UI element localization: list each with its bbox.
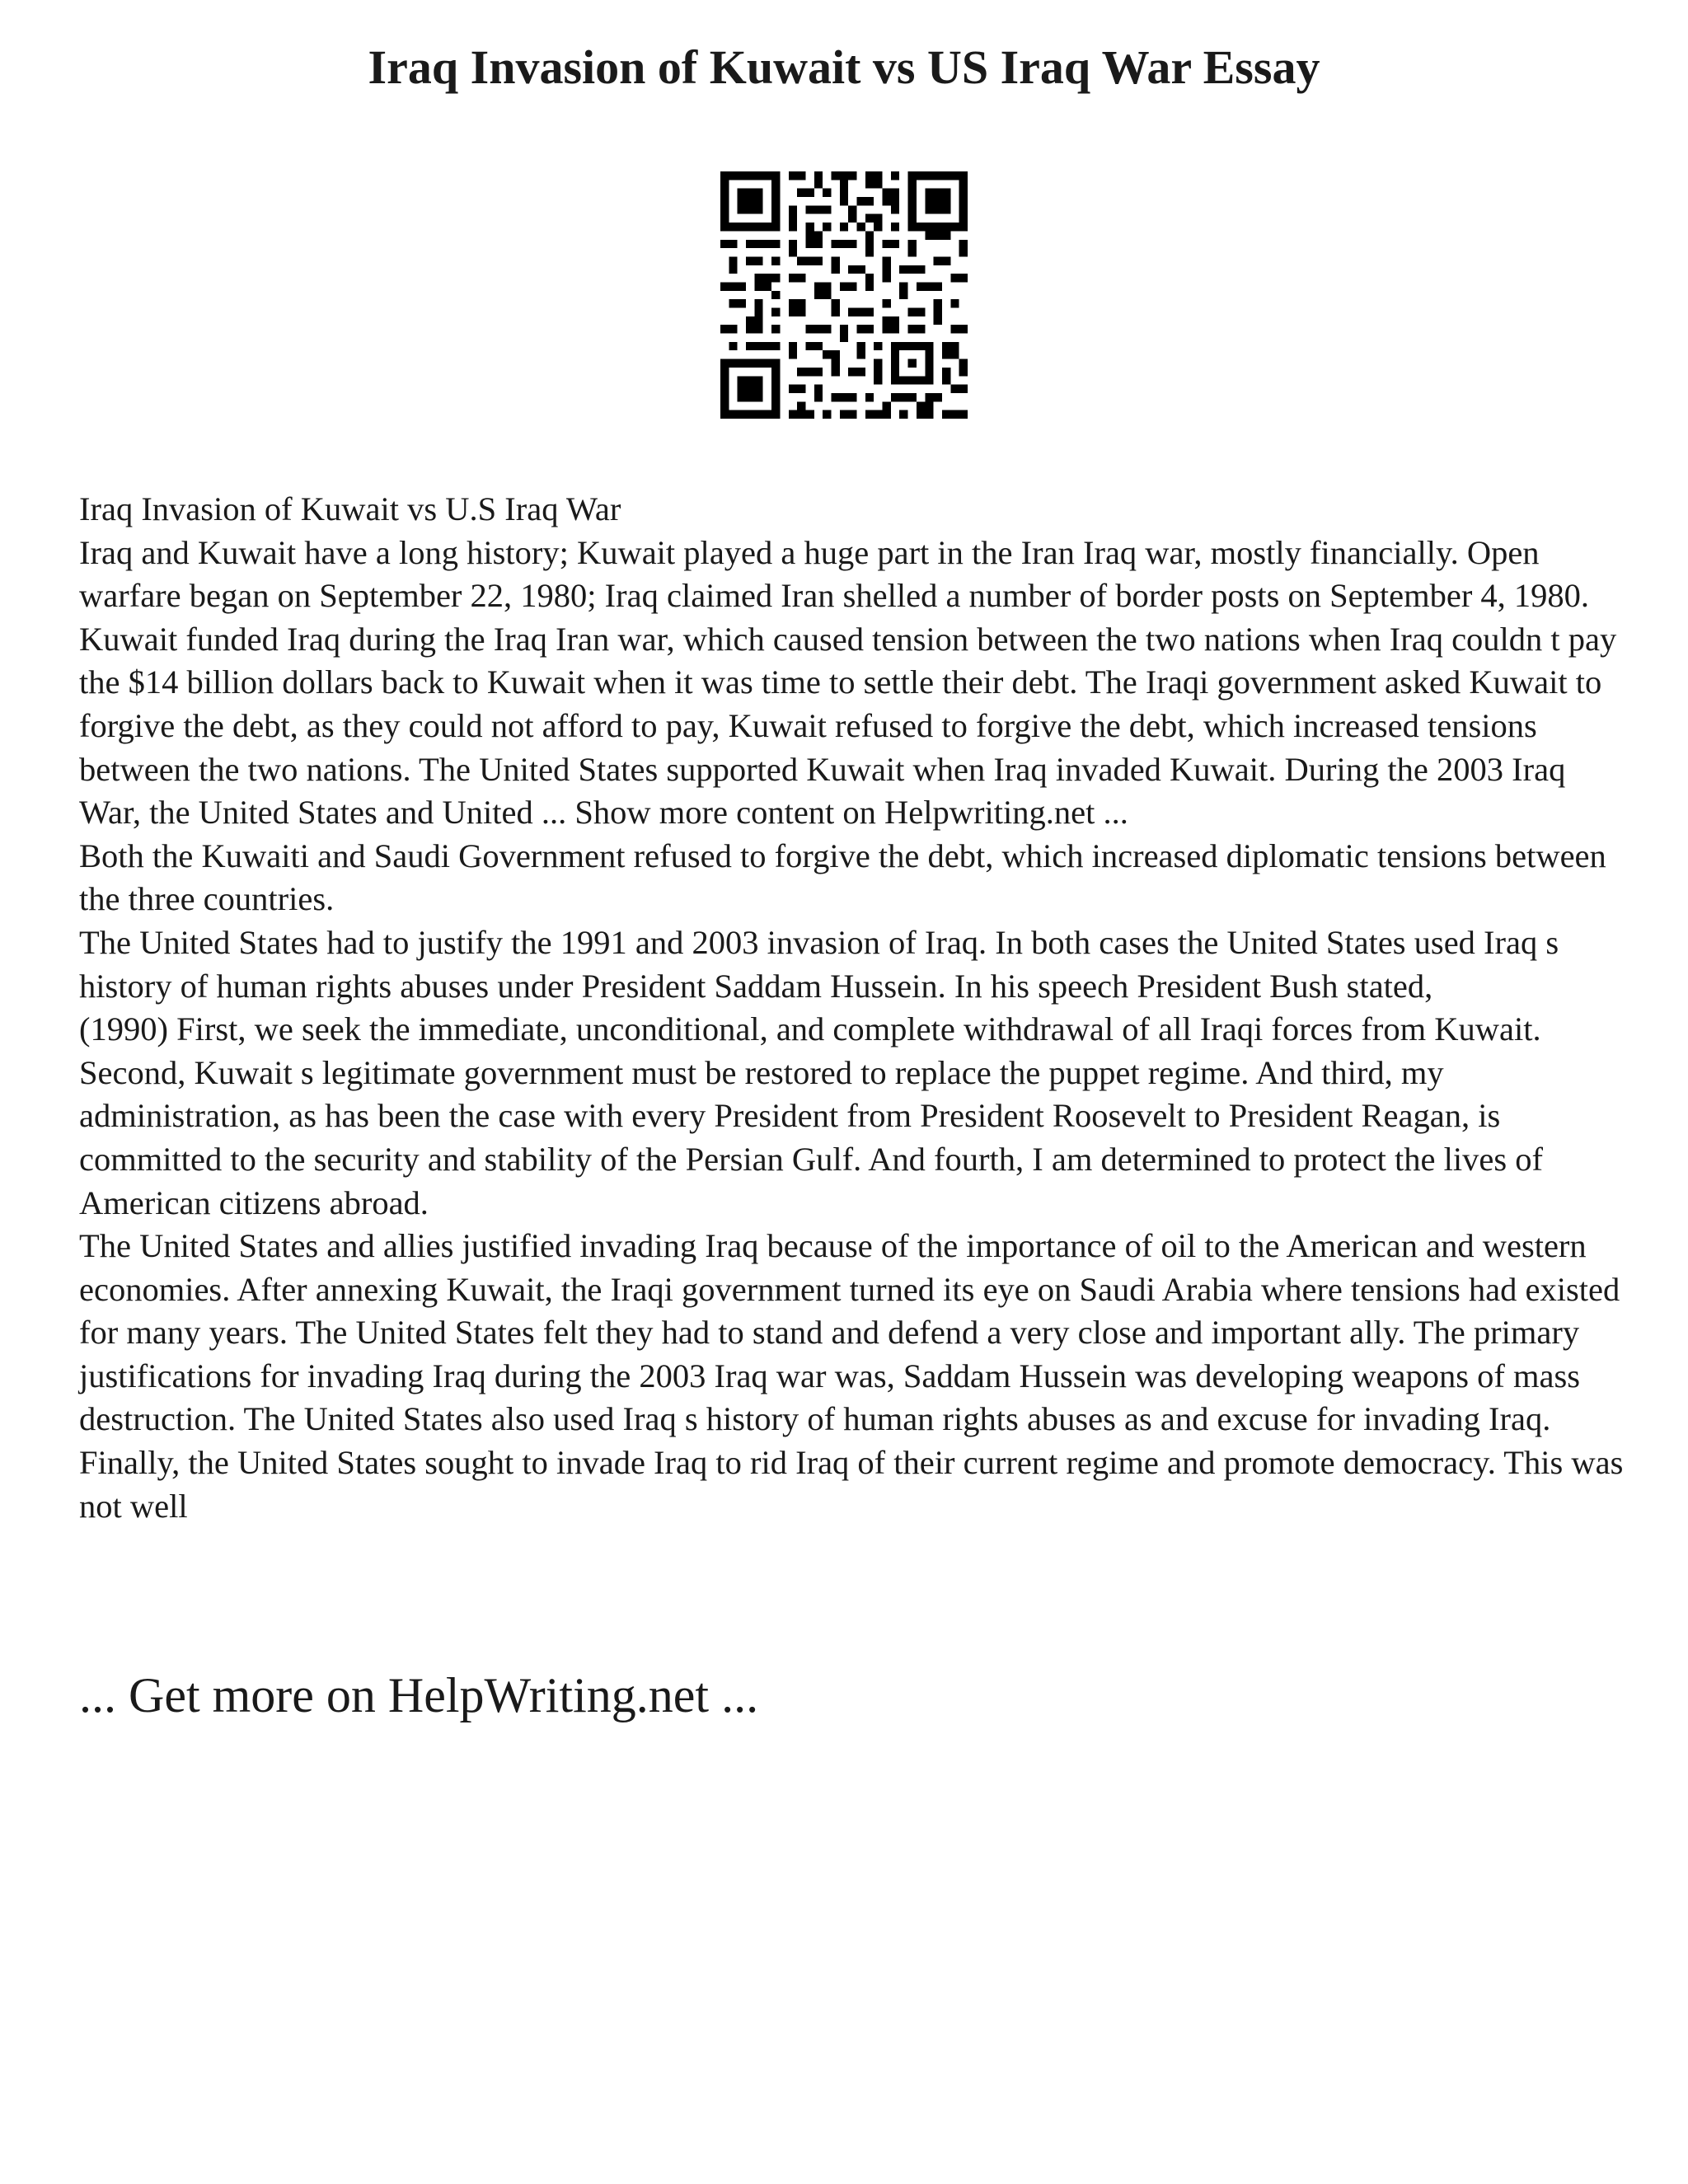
essay-paragraph: Both the Kuwaiti and Saudi Government refused to forgive the debt, which increased diplomatic tensions between the three countries. [79, 837, 1606, 918]
essay-paragraph: (1990) First, we seek the immediate, unconditional, and complete withdrawal of all Iraqi forces from Kuwait. Second, Kuwait s legitimate government must be restored to replace the puppet regime. And third, my administration, as has been the case with every President from President Roosevelt to President Reagan, is committed to the security and stability of the Persian Gulf. And fourth, I am determined to protect the lives of American citizens abroad. [79, 1010, 1543, 1221]
essay-paragraph: The United States had to justify the 1991 and 2003 invasion of Iraq. In both cases the United States used Iraq s history of human rights abuses under President Saddam Hussein. In his speech President Bush stated, [79, 923, 1559, 1005]
qr-code-icon [720, 171, 968, 419]
essay-paragraph: Iraq and Kuwait have a long history; Kuwait played a huge part in the Iran Iraq war, mostly financially. Open warfare began on September 22, 1980; Iraq claimed Iran shelled a number of border posts on September 4, 1980. Kuwait funded Iraq during the Iraq Iran war, which caused tension between the two nations when Iraq couldn t pay the $14 billion dollars back to Kuwait when it was time to settle their debt. The Iraqi government asked Kuwait to forgive the debt, as they could not afford to pay, Kuwait refused to forgive the debt, which increased tensions between the two nations. The United States supported Kuwait when Iraq invaded Kuwait. During the 2003 Iraq War, the United States and United ... Show more content on Helpwriting.net ... [79, 533, 1617, 832]
document-title: Iraq Invasion of Kuwait vs US Iraq War Essay [368, 40, 1320, 94]
get-more-link[interactable]: ... Get more on HelpWriting.net ... [79, 1668, 759, 1722]
essay-body [79, 488, 1629, 1528]
essay-heading-line: Iraq Invasion of Kuwait vs U.S Iraq War [79, 490, 621, 527]
essay-paragraph: The United States and allies justified invading Iraq because of the importance of oil to the American and western economies. After annexing Kuwait, the Iraqi government turned its eye on Saudi Arabia where tensions had existed for many years. The United States felt they had to stand and defend a very close and important ally. The primary justifications for invading Iraq during the 2003 Iraq war was, Saddam Hussein was developing weapons of mass destruction. The United States also used Iraq s history of human rights abuses as and excuse for invading Iraq. Finally, the United States sought to invade Iraq to rid Iraq of their current regime and promote democracy. This was not well [79, 1227, 1624, 1525]
